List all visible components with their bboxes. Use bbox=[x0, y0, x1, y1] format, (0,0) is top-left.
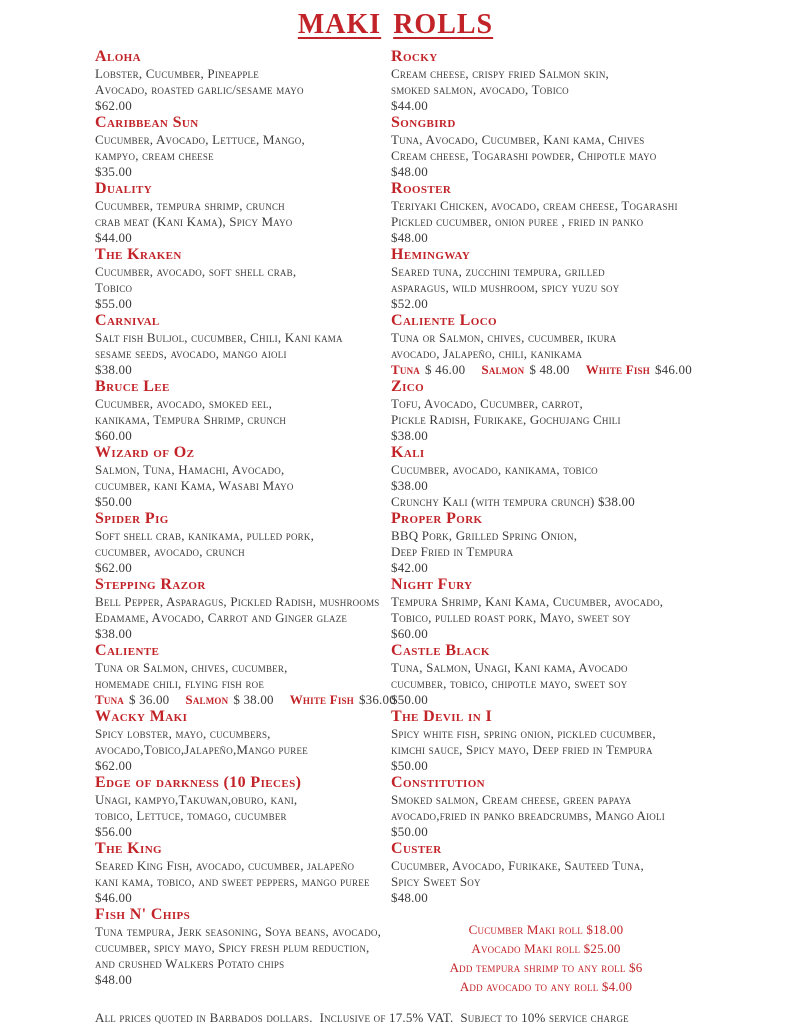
menu-item bbox=[391, 180, 751, 246]
item-desc-line: crab meat (Kani Kama), Spicy Mayo bbox=[95, 214, 293, 229]
variant-price: $ 38.00 bbox=[233, 692, 274, 707]
item-name: Kali bbox=[391, 444, 425, 461]
item-price: $48.00 bbox=[95, 972, 132, 987]
item-desc-line: Cream cheese, crispy fried Salmon skin, bbox=[391, 66, 609, 81]
item-desc-line: Bell Pepper, Asparagus, Pickled Radish, mushrooms bbox=[95, 594, 380, 609]
menu-item bbox=[95, 642, 396, 708]
item-name: Duality bbox=[95, 180, 153, 197]
item-desc-line: Tuna or Salmon, chives, cucumber, bbox=[95, 660, 288, 675]
item-desc-line: Tobico bbox=[95, 280, 133, 295]
item-desc-line: Tempura Shrimp, Kani Kama, Cucumber, avocado, bbox=[391, 594, 664, 609]
menu-column-left bbox=[95, 48, 396, 996]
item-price: $50.00 bbox=[391, 692, 428, 707]
item-price: $60.00 bbox=[391, 626, 428, 641]
item-desc-line: Salt fish Buljol, cucumber, Chili, Kani kama bbox=[95, 330, 343, 345]
item-name: Carnival bbox=[95, 312, 160, 329]
item-price: $55.00 bbox=[95, 296, 132, 311]
item-desc-line: Avocado, roasted garlic/sesame mayo bbox=[95, 82, 304, 97]
item-name: Bruce Lee bbox=[95, 378, 170, 395]
item-desc-line: Cucumber, Avocado, Lettuce, Mango, bbox=[95, 132, 305, 147]
item-name: Custer bbox=[391, 840, 442, 857]
item-desc-line: kimchi sauce, Spicy mayo, Deep fried in Tempura bbox=[391, 742, 653, 757]
item-name: Rooster bbox=[391, 180, 452, 197]
item-desc-line: cucumber, spicy mayo, Spicy fresh plum reduction, bbox=[95, 940, 370, 955]
page-title-word: MAKI bbox=[297, 9, 382, 40]
item-price: $48.00 bbox=[391, 164, 428, 179]
item-desc-line: Deep Fried in Tempura bbox=[391, 544, 514, 559]
item-name: Edge of darkness (10 Pieces) bbox=[95, 774, 302, 791]
item-price: $42.00 bbox=[391, 560, 428, 575]
item-price: $44.00 bbox=[391, 98, 428, 113]
item-desc-line: Tobico, pulled roast pork, Mayo, sweet soy bbox=[391, 610, 631, 625]
item-desc-line: avocado,fried in panko breadcrumbs, Mango Aioli bbox=[391, 808, 665, 823]
menu-item bbox=[391, 312, 751, 378]
item-name: Fish N' Chips bbox=[95, 906, 191, 923]
menu-item bbox=[95, 48, 391, 114]
item-name: Stepping Razor bbox=[95, 576, 206, 593]
item-desc-line: Spicy white fish, spring onion, pickled cucumber, bbox=[391, 726, 656, 741]
item-desc-line: avocado, Jalapeño, chili, kanikama bbox=[391, 346, 583, 361]
item-price: $46.00 bbox=[95, 890, 132, 905]
item-price: $38.00 bbox=[95, 362, 132, 377]
item-desc-line: cucumber, kani Kama, Wasabi Mayo bbox=[95, 478, 294, 493]
menu-item bbox=[95, 510, 391, 576]
item-desc-line: Cucumber, Avocado, Furikake, Sauteed Tuna, bbox=[391, 858, 644, 873]
item-desc-line: Pickled cucumber, onion puree , fried in panko bbox=[391, 214, 644, 229]
item-desc-line: kanikama, Tempura Shrimp, crunch bbox=[95, 412, 287, 427]
menu-item bbox=[391, 114, 751, 180]
specials-block bbox=[391, 920, 701, 996]
item-price: $38.00 bbox=[391, 428, 428, 443]
item-desc-line: Cucumber, tempura shrimp, crunch bbox=[95, 198, 285, 213]
item-desc-line: Cucumber, avocado, soft shell crab, bbox=[95, 264, 297, 279]
menu-item bbox=[391, 510, 751, 576]
menu-item bbox=[95, 444, 391, 510]
item-name: Hemingway bbox=[391, 246, 471, 263]
item-desc-line: Spicy lobster, mayo, cucumbers, bbox=[95, 726, 271, 741]
variant-label: White Fish bbox=[289, 692, 354, 707]
item-desc-line: homemade chili, flying fish roe bbox=[95, 676, 265, 691]
item-desc-line: avocado,Tobico,Jalapeño,Mango puree bbox=[95, 742, 308, 757]
item-name: Wizard of Oz bbox=[95, 444, 195, 461]
menu-column-right bbox=[391, 48, 751, 996]
item-variant-prices bbox=[391, 362, 751, 378]
variant-label: Tuna bbox=[391, 362, 420, 377]
menu-item bbox=[391, 48, 751, 114]
menu-item bbox=[391, 642, 751, 708]
special-line: Add tempura shrimp to any roll $6 bbox=[449, 960, 643, 975]
item-price: $50.00 bbox=[391, 758, 428, 773]
menu-item bbox=[391, 444, 751, 510]
item-name: Proper Pork bbox=[391, 510, 483, 527]
item-desc-line: cucumber, tobico, chipotle mayo, sweet soy bbox=[391, 676, 628, 691]
variant-label: Salmon bbox=[481, 362, 525, 377]
item-desc-line: Seared tuna, zucchini tempura, grilled bbox=[391, 264, 605, 279]
item-desc-line: Cream cheese, Togarashi powder, Chipotle mayo bbox=[391, 148, 657, 163]
item-desc-line: asparagus, wild mushroom, spicy yuzu soy bbox=[391, 280, 620, 295]
item-desc-line: Unagi, kampyo,Takuwan,oburo, kani, bbox=[95, 792, 298, 807]
item-price: $50.00 bbox=[391, 824, 428, 839]
item-price: $56.00 bbox=[95, 824, 132, 839]
item-name: The Devil in I bbox=[391, 708, 493, 725]
item-desc-line: sesame seeds, avocado, mango aioli bbox=[95, 346, 287, 361]
menu-item bbox=[391, 708, 751, 774]
item-desc-line: Edamame, Avocado, Carrot and Ginger glaze bbox=[95, 610, 348, 625]
special-line: Avocado Maki roll $25.00 bbox=[471, 941, 621, 956]
item-desc-line: tobico, Lettuce, tomago, cucumber bbox=[95, 808, 287, 823]
item-name: Caliente Loco bbox=[391, 312, 497, 329]
menu-item bbox=[95, 840, 391, 906]
item-desc-line: kani kama, tobico, and sweet peppers, mango puree bbox=[95, 874, 370, 889]
item-desc-line: Seared King Fish, avocado, cucumber, jalapeño bbox=[95, 858, 355, 873]
menu-item bbox=[391, 840, 751, 906]
menu-item bbox=[391, 378, 751, 444]
item-desc-line: Tuna, Salmon, Unagi, Kani kama, Avocado bbox=[391, 660, 628, 675]
page-title-word: ROLLS bbox=[393, 9, 494, 40]
menu-item bbox=[95, 378, 391, 444]
item-desc-line: Cucumber, avocado, kanikama, tobico bbox=[391, 462, 598, 477]
item-desc-line: Pickle Radish, Furikake, Gochujang Chili bbox=[391, 412, 621, 427]
menu-item bbox=[95, 774, 391, 840]
item-name: Castle Black bbox=[391, 642, 490, 659]
item-desc-line: Salmon, Tuna, Hamachi, Avocado, bbox=[95, 462, 285, 477]
menu-columns bbox=[95, 48, 751, 996]
variant-label: Salmon bbox=[185, 692, 229, 707]
item-desc-line: and crushed Walkers Potato chips bbox=[95, 956, 285, 971]
item-price: $50.00 bbox=[95, 494, 132, 509]
variant-price: $36.00 bbox=[358, 692, 396, 707]
item-price: $60.00 bbox=[95, 428, 132, 443]
menu-item bbox=[95, 246, 391, 312]
item-price: $35.00 bbox=[95, 164, 132, 179]
item-desc-line: Spicy Sweet Soy bbox=[391, 874, 481, 889]
item-desc-line: Tuna or Salmon, chives, cucumber, ikura bbox=[391, 330, 617, 345]
footer-note: All prices quoted in Barbados dollars. Inclusive of 17.5% VAT. Subject to 10% service charge bbox=[95, 1010, 629, 1024]
item-price: $52.00 bbox=[391, 296, 428, 311]
item-name: Aloha bbox=[95, 48, 141, 65]
menu-item bbox=[95, 180, 391, 246]
menu-item bbox=[95, 312, 391, 378]
item-name: Songbird bbox=[391, 114, 456, 131]
item-name: The Kraken bbox=[95, 246, 182, 263]
item-price: $48.00 bbox=[391, 230, 428, 245]
item-price: $62.00 bbox=[95, 560, 132, 575]
item-desc-line: Tuna, Avocado, Cucumber, Kani kama, Chives bbox=[391, 132, 645, 147]
item-name: Night Fury bbox=[391, 576, 473, 593]
item-price: $62.00 bbox=[95, 758, 132, 773]
item-price: $62.00 bbox=[95, 98, 132, 113]
variant-label: Tuna bbox=[95, 692, 124, 707]
item-desc-line: Soft shell crab, kanikama, pulled pork, bbox=[95, 528, 315, 543]
item-price: $48.00 bbox=[391, 890, 428, 905]
item-desc-line: BBQ Pork, Grilled Spring Onion, bbox=[391, 528, 578, 543]
variant-price: $ 46.00 bbox=[424, 362, 466, 377]
menu-item bbox=[95, 906, 391, 988]
item-price: $38.00 bbox=[95, 626, 132, 641]
item-desc-line: smoked salmon, avocado, Tobico bbox=[391, 82, 569, 97]
item-name: Constitution bbox=[391, 774, 485, 791]
item-name: Caribbean Sun bbox=[95, 114, 199, 131]
item-name: Rocky bbox=[391, 48, 438, 65]
item-price: $38.00 bbox=[391, 478, 428, 493]
menu-item bbox=[95, 114, 391, 180]
variant-price: $ 36.00 bbox=[128, 692, 170, 707]
item-desc-line: cucumber, avocado, crunch bbox=[95, 544, 245, 559]
item-name: Wacky Maki bbox=[95, 708, 188, 725]
item-name: Caliente bbox=[95, 642, 160, 659]
menu-item bbox=[95, 708, 391, 774]
menu-item bbox=[391, 774, 751, 840]
special-line: Cucumber Maki roll $18.00 bbox=[468, 922, 624, 937]
item-extra-option: Crunchy Kali (with tempura crunch) $38.00 bbox=[391, 494, 635, 509]
item-name: Zico bbox=[391, 378, 425, 395]
item-variant-prices bbox=[95, 692, 396, 708]
item-desc-line: Lobster, Cucumber, Pineapple bbox=[95, 66, 259, 81]
item-desc-line: Tuna tempura, Jerk seasoning, Soya beans, avocado, bbox=[95, 924, 382, 939]
item-name: The King bbox=[95, 840, 162, 857]
item-name: Spider Pig bbox=[95, 510, 169, 527]
item-price: $44.00 bbox=[95, 230, 132, 245]
menu-item bbox=[95, 576, 391, 642]
special-line: Add avocado to any roll $4.00 bbox=[459, 979, 633, 994]
variant-price: $ 48.00 bbox=[529, 362, 570, 377]
item-desc-line: Smoked salmon, Cream cheese, green papaya bbox=[391, 792, 632, 807]
page-title bbox=[0, 8, 791, 42]
item-desc-line: kampyo, cream cheese bbox=[95, 148, 214, 163]
item-desc-line: Tofu, Avocado, Cucumber, carrot, bbox=[391, 396, 583, 411]
item-desc-line: Teriyaki Chicken, avocado, cream cheese, Togarashi bbox=[391, 198, 678, 213]
menu-item bbox=[391, 576, 751, 642]
variant-label: White Fish bbox=[585, 362, 650, 377]
menu-item bbox=[391, 246, 751, 312]
variant-price: $46.00 bbox=[654, 362, 692, 377]
item-desc-line: Cucumber, avocado, smoked eel, bbox=[95, 396, 273, 411]
